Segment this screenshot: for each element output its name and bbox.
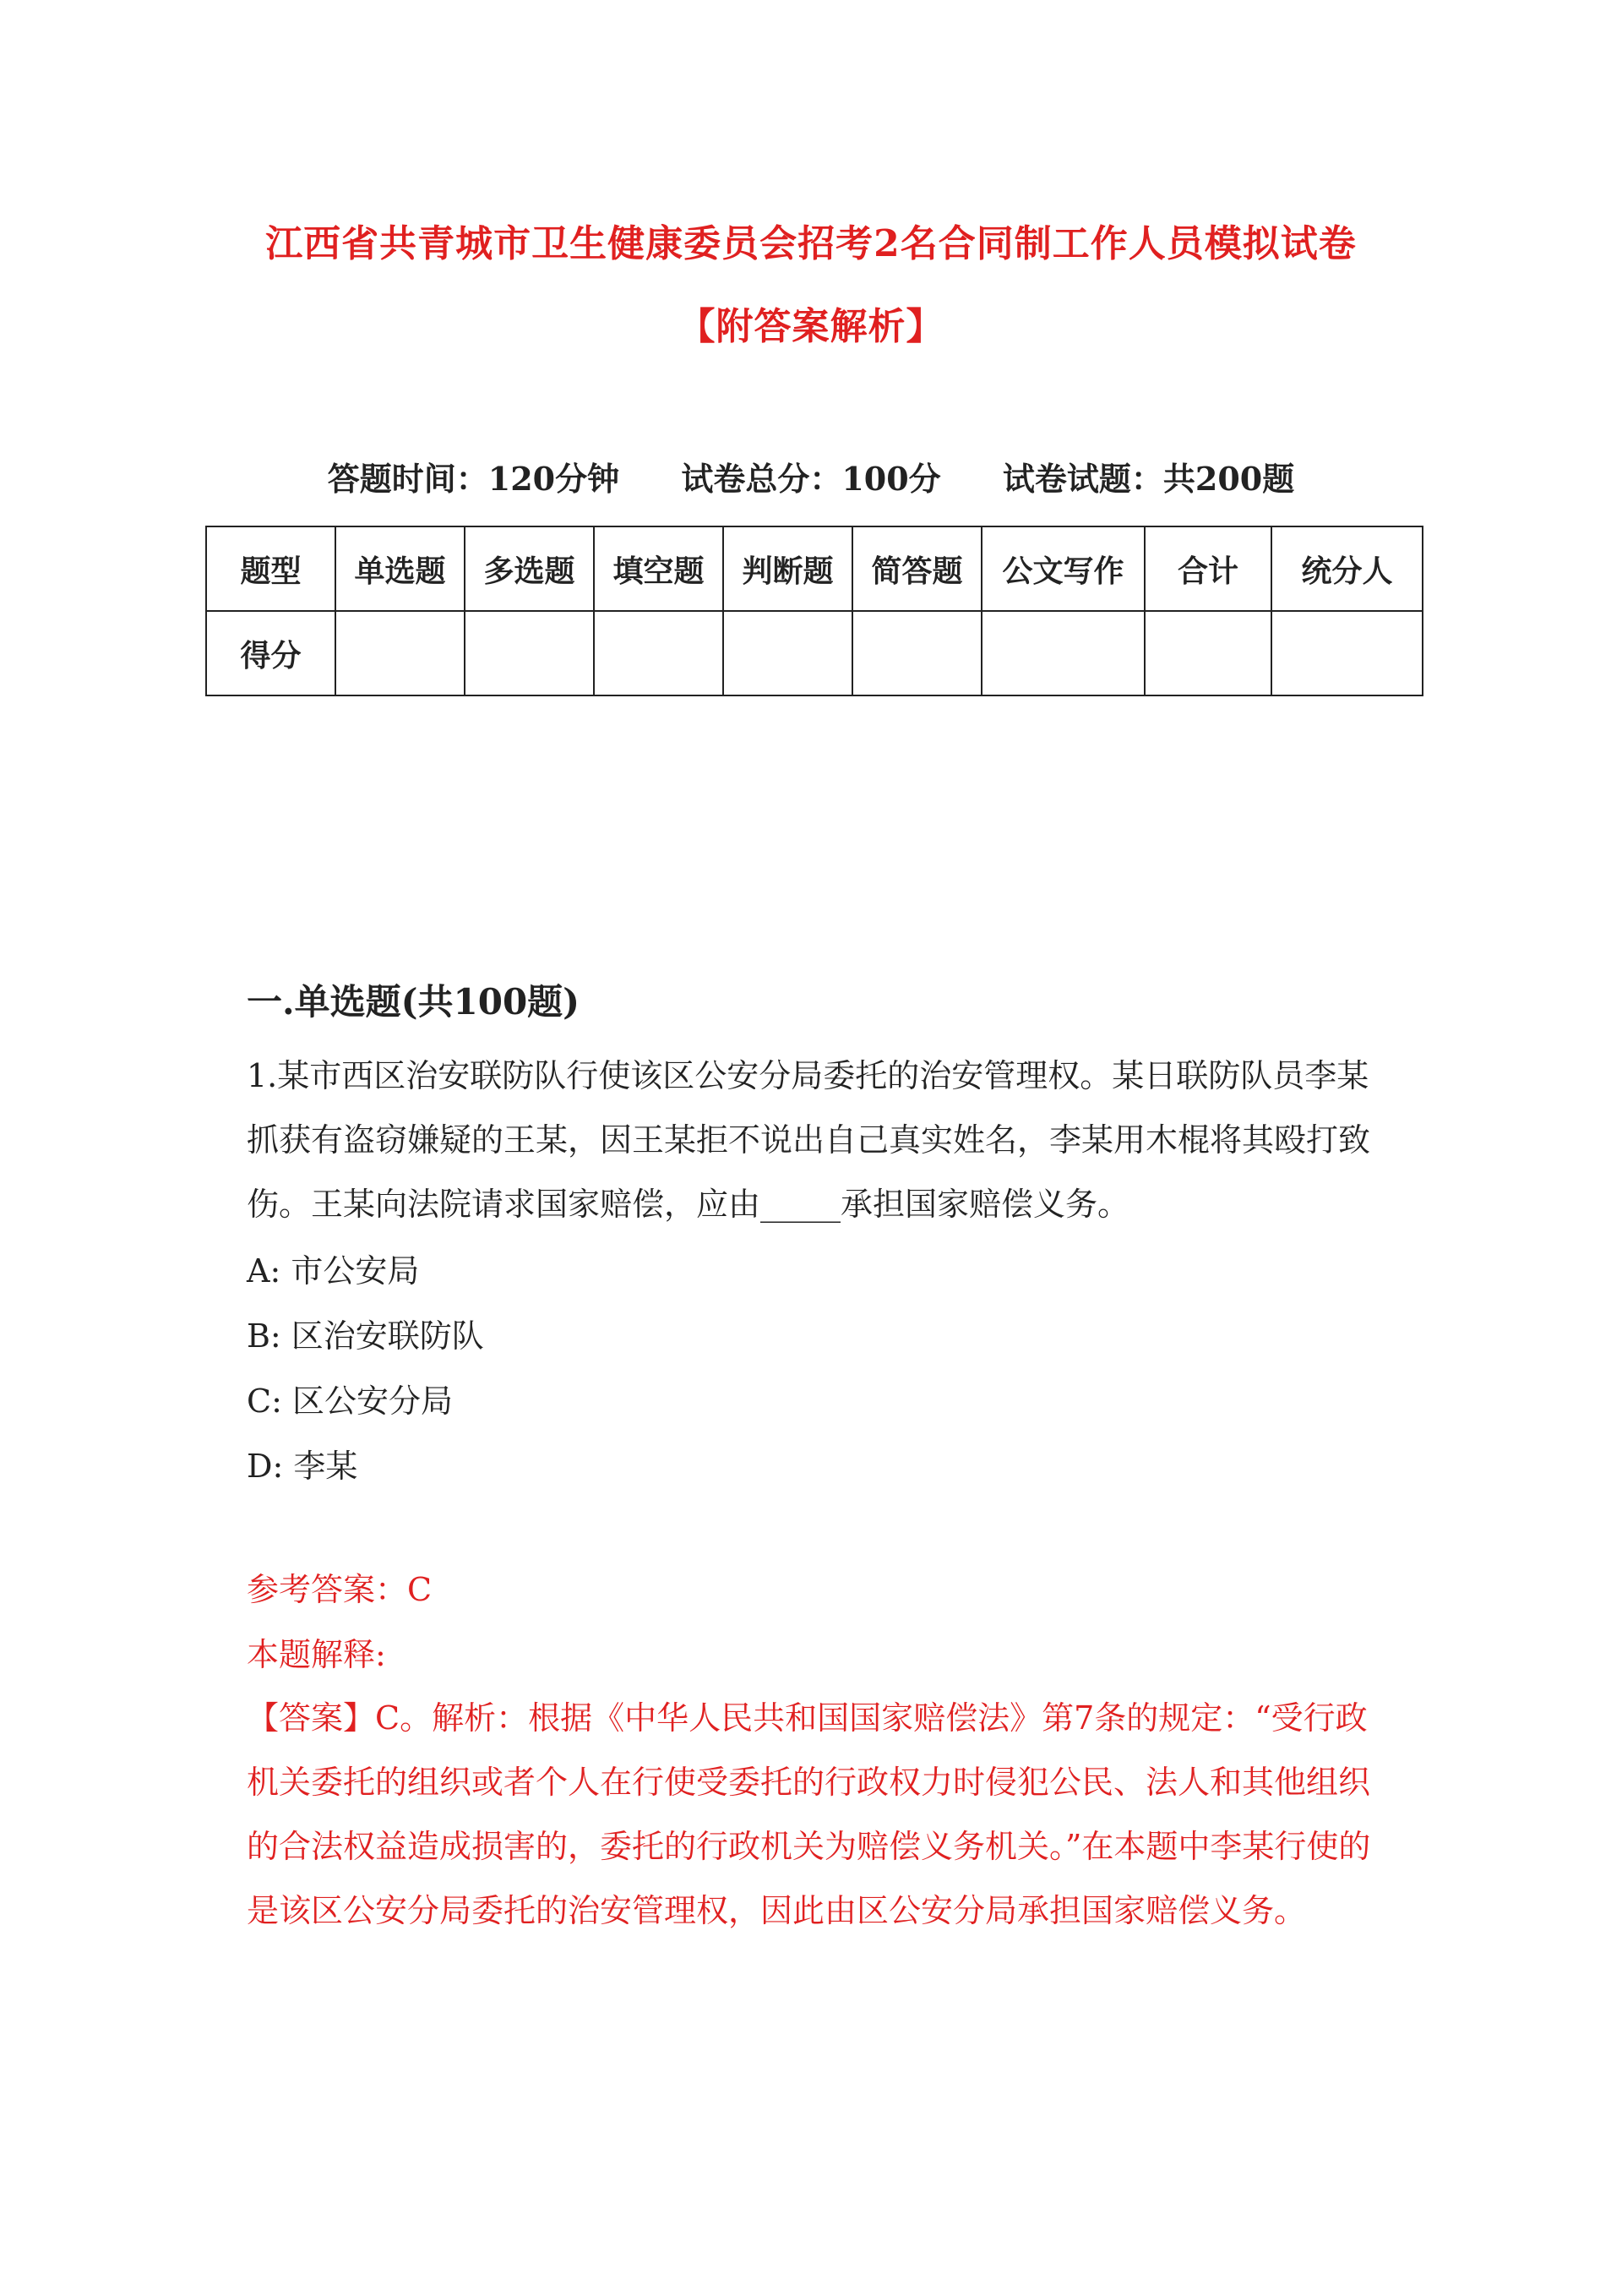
score-cell: [982, 611, 1145, 695]
reference-answer: 参考答案：C: [247, 1571, 433, 1608]
option-b: B: 区治安联防队: [247, 1317, 484, 1355]
option-d: D: 李某: [247, 1448, 358, 1485]
score-cell: [852, 611, 982, 695]
score-table: [205, 526, 1423, 696]
score-table-row: [206, 611, 1423, 695]
option-c: C: 区公安分局: [247, 1383, 453, 1420]
analysis-text: 【答案】C。解析：根据《中华人民共和国国家赔偿法》第7条的规定：“受行政机关委托的组织或者个人在行使受委托的行政权力时侵犯公民、法人和其他组织的合法权益造成损害的，委托的行政机关为赔偿义务机关。”在本题中李某行使的是该区公安分局委托的治安管理权，因此由区公安分局承担国家赔偿义务。: [247, 1699, 1371, 1929]
answer-time: 答题时间：120分钟: [327, 460, 620, 498]
option-a: A: 市公安局: [247, 1252, 420, 1290]
exam-subtitle: 【附答案解析】: [678, 305, 944, 348]
score-cell: [723, 611, 852, 695]
score-cell: [1271, 611, 1423, 695]
section-title: 一.单选题(共100题): [247, 981, 580, 1023]
score-row-label: 得分: [206, 611, 335, 695]
table-header-cell: 简答题: [852, 526, 982, 611]
score-cell: [335, 611, 465, 695]
question-text: 1.某市西区治安联防队行使该区公安分局委托的治安管理权。某日联防队员李某抓获有盗窃嫌疑的王某，因王某拒不说出自己真实姓名，李某用木棍将其殴打致伤。王某向法院请求国家赔偿，应由_____承担国家赔偿义务。: [247, 1057, 1371, 1223]
score-table-header-row: [206, 526, 1423, 611]
total-score: 试卷总分：100分: [681, 460, 941, 498]
score-cell: [465, 611, 594, 695]
exam-meta: [0, 453, 1622, 499]
table-header-cell: 多选题: [465, 526, 594, 611]
analysis-label: 本题解释:: [247, 1636, 386, 1673]
score-cell: [594, 611, 723, 695]
exam-title: 江西省共青城市卫生健康委员会招考2名合同制工作人员模拟试卷: [265, 222, 1357, 265]
table-header-cell: 判断题: [723, 526, 852, 611]
question-count: 试卷试题：共200题: [1002, 460, 1295, 498]
table-header-cell: 统分人: [1271, 526, 1423, 611]
table-header-cell: 合计: [1145, 526, 1271, 611]
table-header-cell: 填空题: [594, 526, 723, 611]
table-header-cell: 单选题: [335, 526, 465, 611]
table-header-cell: 公文写作: [982, 526, 1145, 611]
score-cell: [1145, 611, 1271, 695]
table-header-cell: 题型: [206, 526, 335, 611]
